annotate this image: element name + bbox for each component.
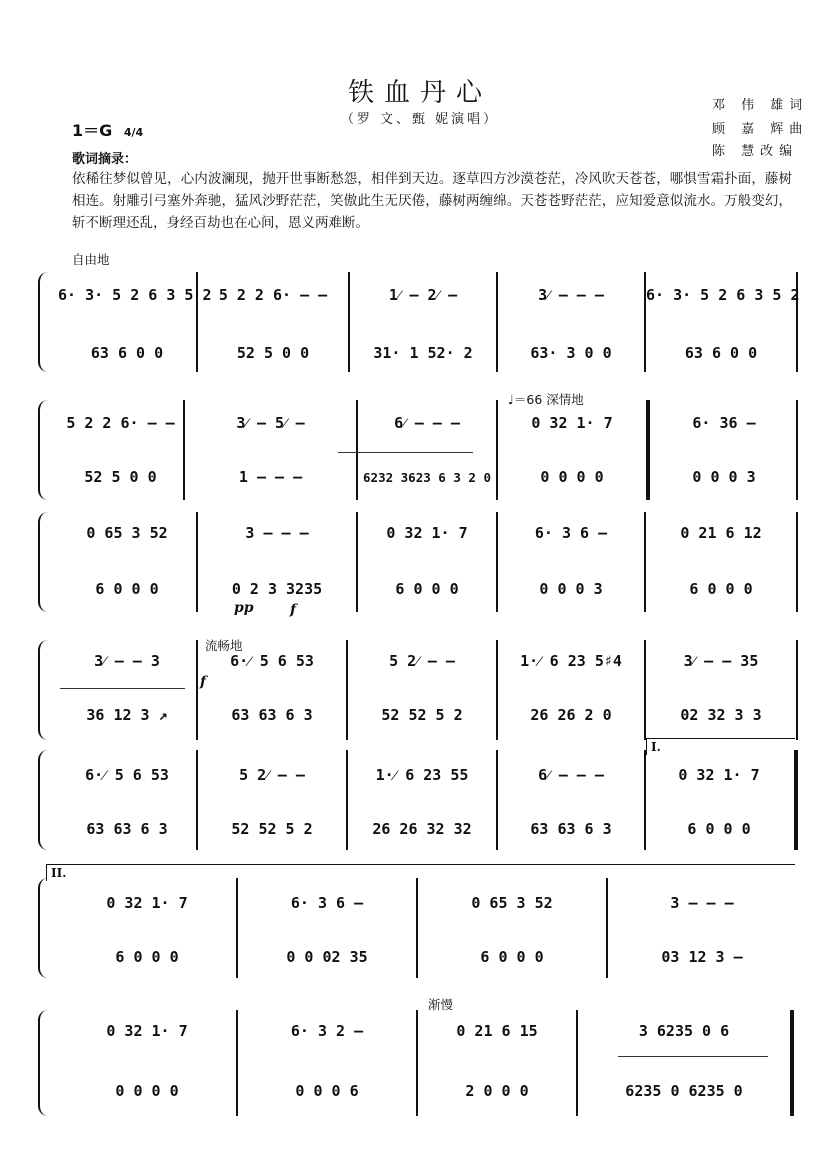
measure: 6235 0 6235 0	[625, 1082, 743, 1100]
score-system-7	[38, 1010, 800, 1116]
measure: 3⁄ – – 3	[94, 651, 160, 670]
measure: 0 0 0 6	[295, 1082, 359, 1100]
measure: 3 – – –	[245, 524, 309, 542]
lower-staff	[58, 814, 800, 844]
system-brace	[38, 512, 50, 612]
measure: 0 21 6 12	[680, 524, 762, 542]
measure: 52 52 5 2	[231, 820, 313, 838]
measure: 0 32 1· 7	[386, 524, 468, 542]
upper-staff	[58, 408, 800, 438]
system-brace	[38, 750, 50, 850]
measure: 52 52 5 2	[381, 706, 463, 724]
measure: 6·⁄ 5 6 53	[230, 651, 314, 670]
lower-staff	[58, 462, 800, 492]
lower-staff	[58, 338, 800, 368]
upper-staff	[58, 888, 800, 918]
measure: 0 32 1· 7	[531, 414, 613, 432]
tempo-ritardando: 渐慢	[428, 997, 454, 1012]
measure: 6 0 0 0	[395, 580, 459, 598]
measure: 0 65 3 52	[471, 894, 553, 912]
upper-staff	[58, 1016, 800, 1046]
score-system-5	[38, 740, 800, 850]
lower-staff	[58, 942, 800, 972]
score-system-4	[38, 640, 800, 740]
measure: 03 12 3 –	[661, 948, 743, 966]
hairpin-line	[618, 1056, 768, 1057]
dynamic-pp: pp	[234, 600, 254, 616]
measure: 0 0 0 0	[540, 468, 604, 486]
tempo-free: 自由地	[72, 252, 110, 267]
measure: 0 0 0 3	[539, 580, 603, 598]
measure: 0 0 02 35	[286, 948, 368, 966]
measure: 5 2 2 6· – –	[66, 414, 175, 432]
measure: 6· 3· 5 2 6 3 5 2	[646, 286, 800, 304]
measure: 6· 36 –	[692, 414, 756, 432]
measure: 0 0 0 0	[115, 1082, 179, 1100]
measure: 36 12 3 ↗	[86, 706, 168, 724]
measure: 63 63 6 3	[86, 820, 168, 838]
measure: 5 2⁄ – –	[239, 765, 305, 784]
measure: 0 21 6 15	[456, 1022, 538, 1040]
dynamic-f: f	[200, 674, 207, 690]
measure: 0 0 0 3	[692, 468, 756, 486]
lyrics-heading: 歌词摘录：	[72, 152, 138, 167]
measure: 6· 3 6 –	[290, 894, 364, 912]
measure: 1·⁄ 6 23 55	[375, 765, 469, 784]
measure: 3⁄ – – 35	[683, 651, 759, 670]
measure: 6 0 0 0	[689, 580, 753, 598]
song-title: 铁血丹心	[347, 78, 492, 108]
measure: 0 32 1· 7	[106, 894, 188, 912]
measure: 6· 3 2 –	[290, 1022, 364, 1040]
measure: 5 2 2 6· – –	[218, 286, 328, 304]
measure: 0 2 3 3235	[231, 580, 323, 598]
system-brace	[38, 1010, 50, 1116]
dynamic-f: f	[290, 602, 297, 618]
measure: 0 65 3 52	[86, 524, 168, 542]
upper-staff	[58, 760, 800, 790]
measure: 52 5 0 0	[236, 344, 310, 362]
measure: 26 26 32 32	[372, 820, 472, 838]
upper-staff	[58, 280, 800, 310]
measure: 6 0 0 0	[115, 948, 179, 966]
measure: 6·⁄ 5 6 53	[85, 765, 169, 784]
hairpin-line	[60, 688, 185, 689]
upper-staff	[58, 518, 800, 548]
measure: 3 – – –	[670, 894, 734, 912]
measure: 2 0 0 0	[465, 1082, 529, 1100]
measure: 63· 3 0 0	[530, 344, 612, 362]
measure: 31· 1 52· 2	[373, 344, 473, 362]
measure: 6⁄ – – –	[394, 413, 460, 432]
measure: 02 32 3 3	[680, 706, 762, 724]
measure: 6· 3· 5 2 6 3 5 2	[58, 286, 212, 304]
measure: 3⁄ – 5⁄ –	[236, 413, 305, 432]
lower-staff	[58, 700, 800, 730]
measure: 0 32 1· 7	[106, 1022, 188, 1040]
measure: 5 2⁄ – –	[389, 651, 455, 670]
volta-second-ending: II.	[46, 864, 795, 881]
measure: 63 6 0 0	[90, 344, 164, 362]
measure: 63 6 0 0	[684, 344, 758, 362]
performer-credit: （罗 文、甄 妮演唱）	[340, 112, 500, 127]
arranger-credit: 陈 慧改编	[712, 144, 799, 159]
key-signature	[72, 118, 143, 141]
measure: 0 32 1· 7	[678, 766, 760, 784]
upper-staff	[58, 646, 800, 676]
measure: 6232 3623 6 3 2 0	[363, 469, 491, 485]
measure: 6 0 0 0	[95, 580, 159, 598]
score-system-2	[38, 400, 800, 500]
lower-staff	[58, 1076, 800, 1106]
lower-staff	[58, 574, 800, 604]
measure: 3⁄ – – –	[538, 285, 604, 304]
measure: 6 0 0 0	[480, 948, 544, 966]
measure: 6 0 0 0	[687, 820, 751, 838]
score-system-1	[38, 272, 800, 372]
lyricist-credit: 邓 伟 雄词	[712, 98, 809, 113]
time-signature: 4/4	[123, 126, 144, 139]
system-brace	[38, 640, 50, 740]
hairpin-line	[338, 452, 473, 453]
system-brace	[38, 878, 50, 978]
measure: 3 6235 0 6	[638, 1022, 730, 1040]
system-brace	[38, 272, 50, 372]
score-system-6	[38, 866, 800, 978]
measure: 63 63 6 3	[231, 706, 313, 724]
measure: 52 5 0 0	[84, 468, 157, 486]
lyrics-text: 依稀往梦似曾见，心内波澜现，抛开世事断愁怨，相伴到天边。逐草四方沙漠苍茫，冷风吹天苍苍，哪惧雪霜扑面，藤树相连。射雕引弓塞外奔驰，猛风沙野茫茫，笑傲此生无厌倦，藤树两缠绵。天苍苍野茫茫，应知爱意似流水。万般变幻，斩不断理还乱，身经百劫也在心间，恩义两难断。	[72, 171, 792, 231]
score-system-3	[38, 512, 800, 618]
composer-credit: 顾 嘉 辉曲	[712, 122, 809, 137]
measure: 63 63 6 3	[530, 820, 612, 838]
measure: 26 26 2 0	[530, 706, 612, 724]
volta-first-ending: I.	[646, 738, 795, 755]
measure: 6⁄ – – –	[538, 765, 604, 784]
measure: 1 – – –	[238, 468, 303, 486]
tempo-flowing: 流畅地	[205, 638, 243, 653]
measure: 1·⁄ 6 23 5♯4	[520, 651, 622, 670]
key-label: 1＝G	[72, 121, 113, 140]
system-brace	[38, 400, 50, 500]
measure: 6· 3 6 –	[534, 524, 608, 542]
measure: 1⁄ – 2⁄ –	[388, 285, 458, 304]
tempo-marking-66: ♩＝66 深情地	[508, 392, 584, 407]
